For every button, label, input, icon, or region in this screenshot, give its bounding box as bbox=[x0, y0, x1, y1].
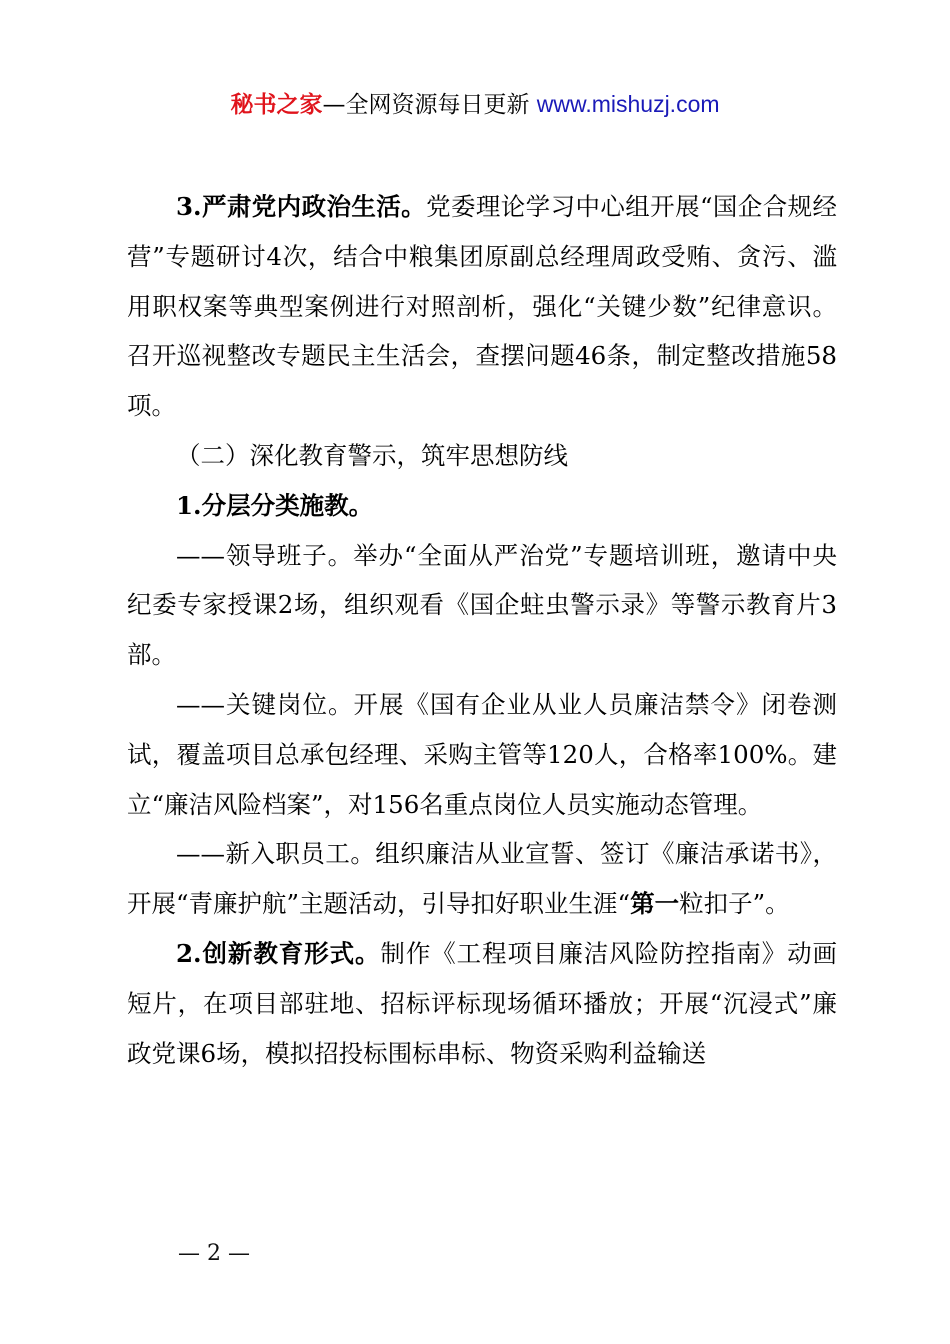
site-tagline: —全网资源每日更新 bbox=[322, 92, 530, 118]
paragraph-political-life bbox=[127, 182, 837, 431]
paragraph-layered-education bbox=[127, 481, 837, 531]
paragraph-text: 制作《工程项目廉洁风险防控指南》动画短片，在项目部驻地、招标评标现场循环播放；开展“沉浸式”廉政党课6场，模拟招投标围标串标、物资采购利益输送 bbox=[127, 938, 838, 1068]
site-url-link[interactable]: www.mishuzj.com bbox=[536, 91, 720, 117]
paragraph-text: ——新入职员工。组织廉洁从业宣誓、签订《廉洁承诺书》，开展“青廉护航”主题活动，引导扣好职业生涯“ bbox=[127, 839, 837, 919]
section-heading-text: （二）深化教育警示，筑牢思想防线 bbox=[176, 440, 568, 470]
brand-name: 秘书之家 bbox=[230, 92, 323, 118]
paragraph-key-positions bbox=[127, 680, 837, 829]
paragraph-heading: 3.严肃党内政治生活。 bbox=[176, 192, 427, 221]
paragraph-new-employees bbox=[127, 829, 837, 929]
paragraph-text-tail: 粒扣子”。 bbox=[679, 889, 790, 919]
emphasis-text: 第一 bbox=[630, 889, 680, 919]
document-body bbox=[127, 182, 837, 1078]
paragraph-text: 党委理论学习中心组开展“国企合规经营”专题研讨4次，结合中粮集团原副总经理周政受贿、贪污、滥用职权案等典型案例进行对照剖析，强化“关键少数”纪律意识。召开巡视整改专题民主生活会，查摆问题46条，制定整改措施58项。 bbox=[127, 192, 837, 421]
paragraph-innovative-forms bbox=[127, 929, 837, 1078]
site-header bbox=[0, 86, 950, 123]
page-number: — 2 — bbox=[178, 1241, 250, 1266]
paragraph-heading: 2.创新教育形式。 bbox=[176, 938, 381, 968]
paragraph-text: ——关键岗位。开展《国有企业从业人员廉洁禁令》闭卷测试，覆盖项目总承包经理、采购主管等120人，合格率100%。建立“廉洁风险档案”，对156名重点岗位人员实施动态管理。 bbox=[127, 689, 837, 819]
paragraph-text: ——领导班子。举办“全面从严治党”专题培训班，邀请中央纪委专家授课2场，组织观看《国企蛀虫警示录》等警示教育片3部。 bbox=[127, 540, 837, 670]
paragraph-leadership bbox=[127, 531, 837, 680]
section-heading-education bbox=[127, 431, 837, 481]
paragraph-heading: 1.分层分类施教。 bbox=[176, 490, 374, 520]
